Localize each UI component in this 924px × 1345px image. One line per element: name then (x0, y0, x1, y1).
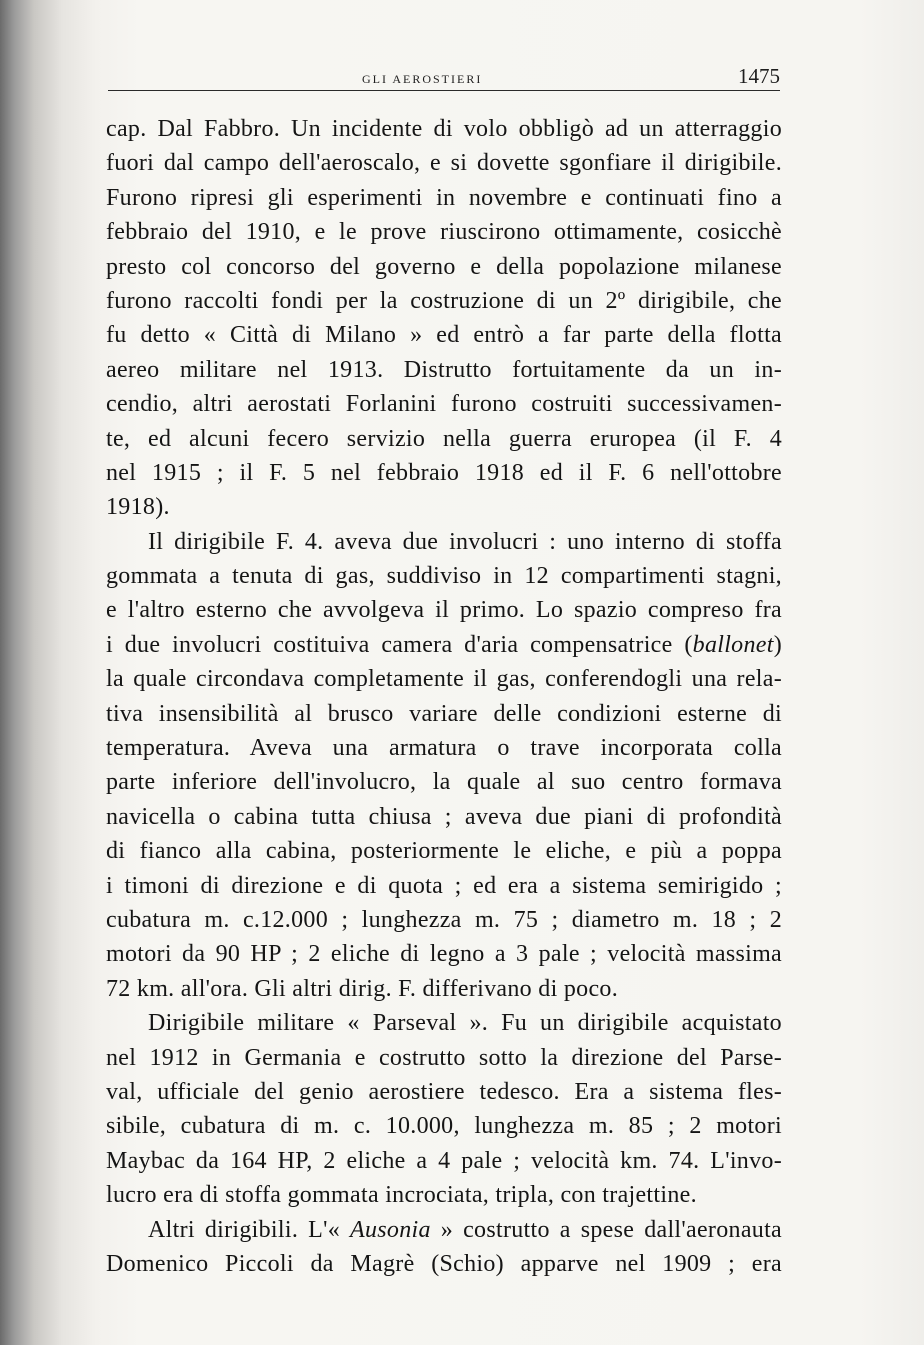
text-line: e l'altro esterno che avvolgeva il primo. Lo spazio compreso fra (106, 597, 782, 624)
text-line: cap. Dal Fabbro. Un incidente di volo obbligò ad un atterraggio (106, 116, 782, 142)
text-line: tiva insensibilità al brusco variare delle condizioni esterne di (106, 700, 782, 727)
text-line: navicella o cabina tutta chiusa ; aveva due piani di profondità (106, 803, 782, 830)
italic-term: Ausonia (350, 1216, 431, 1243)
text-line: Domenico Piccoli da Magrè (Schio) apparve nel 1909 ; era (106, 1250, 782, 1277)
italic-term: ballonet (692, 631, 774, 658)
text-line: fuori dal campo dell'aeroscalo, e si dovette sgonfiare il dirigibile. (106, 150, 782, 177)
text-line: cendio, altri aerostati Forlanini furono costruiti successivamen- (106, 391, 782, 418)
text-line: fu detto « Città di Milano » ed entrò a far parte della flotta (106, 322, 782, 349)
text-line: Dirigibile militare « Parseval ». Fu un dirigibile acquistato (148, 1010, 782, 1037)
text-segment: ) (773, 631, 782, 658)
text-line (106, 1213, 782, 1247)
text-line: sibile, cubatura di m. c. 10.000, lunghezza m. 85 ; 2 motori (106, 1113, 782, 1140)
text-line: temperatura. Aveva una armatura o trave incorporata colla (106, 735, 782, 762)
text-segment: Altri dirigibili. L'« (148, 1216, 351, 1243)
header-rule (108, 90, 780, 91)
text-line: nel 1912 in Germania e costrutto sotto la direzione del Parse- (106, 1044, 782, 1071)
text-line: febbraio del 1910, e le prove riuscirono ottimamente, cosicchè (106, 219, 782, 246)
running-header (108, 60, 780, 92)
text-line: 72 km. all'ora. Gli altri dirig. F. differivano di poco. (106, 975, 618, 1002)
text-line: val, ufficiale del genio aerostiere tedesco. Era a sistema fles- (106, 1078, 782, 1105)
text-line: Furono ripresi gli esperimenti in novembre e continuati fino a (106, 184, 782, 211)
text-line: furono raccolti fondi per la costruzione di un 2º dirigibile, che (106, 287, 782, 314)
text-segment: i due involucri costituiva camera d'aria compensatrice ( (106, 631, 693, 658)
text-line: aereo militare nel 1913. Distrutto fortuitamente da un in- (106, 356, 782, 383)
text-line: di fianco alla cabina, posteriormente le eliche, e più a poppa (106, 838, 782, 865)
text-line: cubatura m. c.12.000 ; lunghezza m. 75 ; diametro m. 18 ; 2 (106, 906, 782, 933)
text-line: gommata a tenuta di gas, suddiviso in 12 compartimenti stagni, (106, 563, 782, 590)
text-line: i timoni di direzione e di quota ; ed era a sistema semirigido ; (106, 872, 782, 899)
text-line (106, 628, 782, 662)
running-title: GLI AEROSTIERI (362, 72, 483, 86)
text-line: Il dirigibile F. 4. aveva due involucri : uno interno di stoffa (148, 528, 782, 555)
text-line: motori da 90 HP ; 2 eliche di legno a 3 pale ; velocità massima (106, 941, 782, 968)
text-line: presto col concorso del governo e della popolazione milanese (106, 253, 782, 280)
body-text (106, 112, 782, 1281)
text-line: nel 1915 ; il F. 5 nel febbraio 1918 ed il F. 6 nell'ottobre (106, 459, 782, 486)
page-number: 1475 (738, 64, 780, 88)
text-line: parte inferiore dell'involucro, la quale al suo centro formava (106, 769, 782, 796)
text-line: 1918). (106, 494, 170, 521)
text-line: te, ed alcuni fecero servizio nella guerra eruropea (il F. 4 (106, 425, 782, 452)
text-line: la quale circondava completamente il gas, conferendogli una rela- (106, 666, 782, 693)
text-line: lucro era di stoffa gommata incrociata, tripla, con trajettine. (106, 1182, 697, 1209)
text-line: Maybac da 164 HP, 2 eliche a 4 pale ; velocità km. 74. L'invo- (106, 1147, 782, 1174)
text-segment: » costrutto a spese dall'aeronauta (430, 1216, 782, 1243)
